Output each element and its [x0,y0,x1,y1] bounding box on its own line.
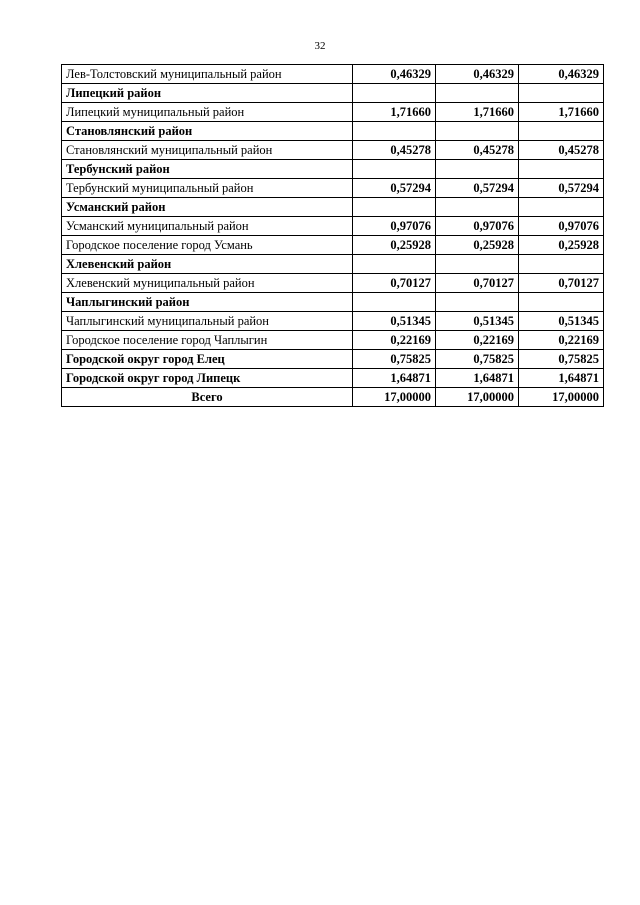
row-value-1: 0,57294 [353,179,436,198]
row-value-2: 0,25928 [436,236,519,255]
row-value-1: 0,45278 [353,141,436,160]
table-row-city [62,369,604,388]
row-value-2: 0,46329 [436,65,519,84]
row-name: Тербунский район [62,160,353,179]
row-value-2: 0,70127 [436,274,519,293]
total-value-2: 17,00000 [436,388,519,407]
table-row-section [62,122,604,141]
table-row [62,179,604,198]
row-value-1 [353,160,436,179]
table-row [62,217,604,236]
row-value-1 [353,84,436,103]
table-row [62,236,604,255]
row-value-2 [436,160,519,179]
row-value-1: 0,51345 [353,312,436,331]
row-name: Чаплыгинский муниципальный район [62,312,353,331]
row-value-3 [519,293,604,312]
table-row-section [62,160,604,179]
row-value-2 [436,293,519,312]
row-value-2: 0,51345 [436,312,519,331]
row-value-3: 0,45278 [519,141,604,160]
row-value-1: 0,75825 [353,350,436,369]
table-row [62,331,604,350]
table-row-total [62,388,604,407]
row-name: Становлянский район [62,122,353,141]
row-value-1: 1,71660 [353,103,436,122]
table-row [62,312,604,331]
row-value-2 [436,255,519,274]
row-name: Чаплыгинский район [62,293,353,312]
row-value-2: 0,75825 [436,350,519,369]
row-name: Липецкий муниципальный район [62,103,353,122]
row-name: Лев-Толстовский муниципальный район [62,65,353,84]
row-value-2 [436,198,519,217]
row-value-3 [519,122,604,141]
page-number: 32 [314,40,326,52]
row-value-1: 0,70127 [353,274,436,293]
table-row-section [62,198,604,217]
row-value-3: 0,51345 [519,312,604,331]
total-value-1: 17,00000 [353,388,436,407]
row-value-1: 0,22169 [353,331,436,350]
row-name: Городское поселение город Усмань [62,236,353,255]
row-value-1 [353,122,436,141]
distribution-table [61,64,604,407]
row-value-3: 0,22169 [519,331,604,350]
table-row [62,65,604,84]
row-value-3 [519,84,604,103]
row-value-2: 1,64871 [436,369,519,388]
row-value-3 [519,160,604,179]
row-value-3: 1,71660 [519,103,604,122]
table-row [62,103,604,122]
row-name: Городское поселение город Чаплыгин [62,331,353,350]
table-row-section [62,293,604,312]
row-name: Хлевенский муниципальный район [62,274,353,293]
row-value-3 [519,198,604,217]
row-value-3: 0,57294 [519,179,604,198]
row-value-3: 0,70127 [519,274,604,293]
row-value-1 [353,255,436,274]
total-value-3: 17,00000 [519,388,604,407]
row-value-2: 0,22169 [436,331,519,350]
row-value-3: 0,25928 [519,236,604,255]
row-value-1: 0,46329 [353,65,436,84]
row-name: Городской округ город Липецк [62,369,353,388]
row-name: Хлевенский район [62,255,353,274]
row-value-3: 0,46329 [519,65,604,84]
row-value-2 [436,84,519,103]
row-value-2: 0,57294 [436,179,519,198]
row-value-3: 0,75825 [519,350,604,369]
row-value-1 [353,198,436,217]
total-label: Всего [62,388,353,407]
row-value-2: 0,45278 [436,141,519,160]
row-value-2 [436,122,519,141]
row-name: Тербунский муниципальный район [62,179,353,198]
table-row-section [62,84,604,103]
row-value-3 [519,255,604,274]
row-name: Липецкий район [62,84,353,103]
row-value-1 [353,293,436,312]
row-name: Усманский район [62,198,353,217]
row-value-2: 1,71660 [436,103,519,122]
table-row [62,141,604,160]
row-value-1: 0,97076 [353,217,436,236]
row-value-2: 0,97076 [436,217,519,236]
row-name: Становлянский муниципальный район [62,141,353,160]
table-row [62,274,604,293]
row-name: Городской округ город Елец [62,350,353,369]
row-value-1: 1,64871 [353,369,436,388]
row-value-3: 0,97076 [519,217,604,236]
table-row-section [62,255,604,274]
row-value-3: 1,64871 [519,369,604,388]
table-row-city [62,350,604,369]
row-value-1: 0,25928 [353,236,436,255]
row-name: Усманский муниципальный район [62,217,353,236]
